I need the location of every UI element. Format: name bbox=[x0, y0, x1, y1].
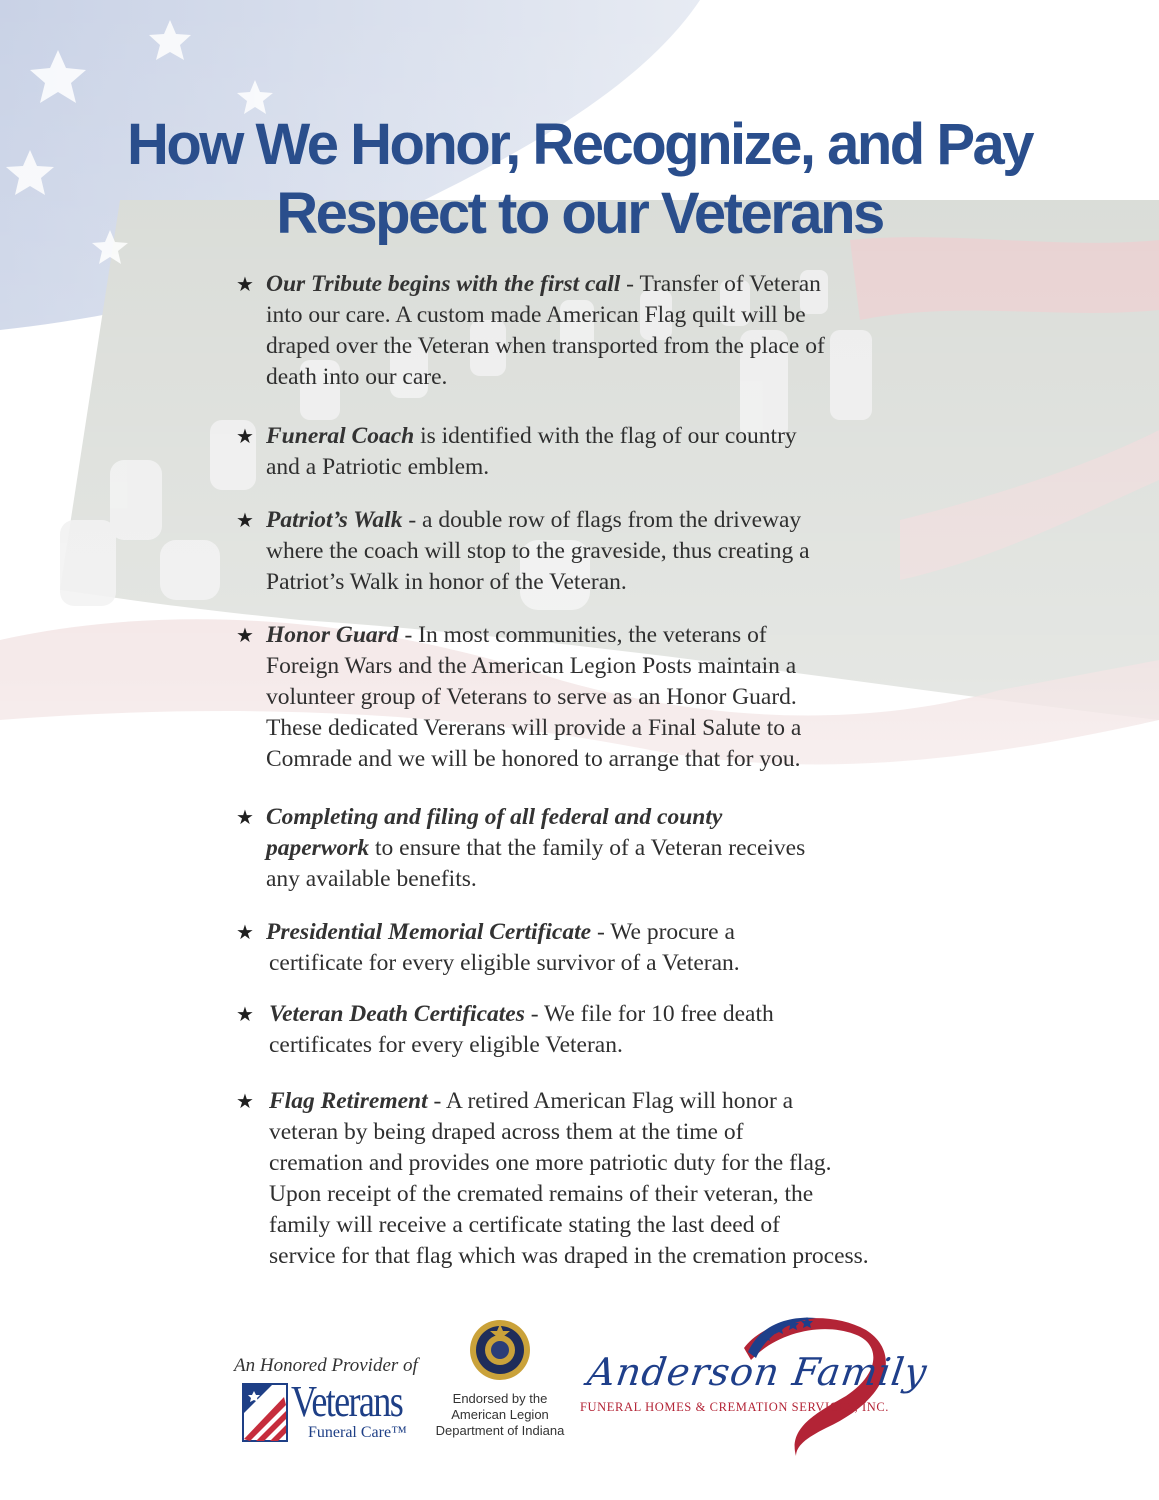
list-item bbox=[236, 999, 956, 1061]
list-item-text: Our Tribute begins with the first call - Transfer of Veteran into our care. A custom made American Flag quilt will be draped over the Veteran when transported from the place of death into our care. bbox=[266, 271, 825, 390]
list-item-text: Patriot’s Walk - a double row of flags from the driveway where the coach will stop to the graveside, thus creating a Patriot’s Walk in honor of the Veteran. bbox=[266, 507, 810, 595]
star-bullet-icon: ★ bbox=[236, 805, 254, 829]
list-item bbox=[236, 269, 956, 393]
list-item bbox=[236, 917, 956, 979]
star-bullet-icon: ★ bbox=[236, 920, 254, 944]
veterans-funeral-care-wordmark: Veterans bbox=[291, 1377, 403, 1426]
list-item bbox=[236, 421, 956, 483]
item-heading: Funeral Coach bbox=[266, 423, 415, 449]
star-bullet-icon: ★ bbox=[236, 1002, 254, 1026]
star-bullet-icon: ★ bbox=[236, 1089, 254, 1113]
page-title-line-2: Respect to our Veterans bbox=[276, 181, 883, 246]
list-item bbox=[236, 802, 956, 895]
item-heading: Honor Guard bbox=[266, 622, 399, 648]
list-item-text: Veteran Death Certificates - We file for 10 free death certificates for every eligible Veteran. bbox=[269, 1001, 774, 1058]
list-item bbox=[236, 620, 956, 775]
star-bullet-icon: ★ bbox=[236, 508, 254, 532]
list-item-text: Honor Guard - In most communities, the veterans of Foreign Wars and the American Legion Posts maintain a volunteer group of Veterans to serve as an Honor Guard. These dedicated Vererans will provide a Final Salute to a Comrade and we will be honored to arrange that for you. bbox=[266, 622, 802, 772]
veterans-funeral-care-subtitle: Funeral Care™ bbox=[308, 1424, 407, 1441]
star-bullet-icon: ★ bbox=[236, 272, 254, 296]
item-heading: Our Tribute begins with the first call bbox=[266, 271, 621, 297]
list-item bbox=[236, 1086, 956, 1272]
star-bullet-icon: ★ bbox=[236, 424, 254, 448]
item-heading: Veteran Death Certificates bbox=[269, 1001, 525, 1027]
list-item bbox=[236, 505, 956, 598]
item-heading: Flag Retirement bbox=[269, 1088, 428, 1114]
anderson-family-subtitle: FUNERAL HOMES & CREMATION SERVICES, INC. bbox=[580, 1400, 890, 1414]
item-heading: Presidential Memorial Certificate bbox=[266, 919, 592, 945]
list-item-text: Funeral Coach is identified with the flag of our country and a Patriotic emblem. bbox=[266, 423, 797, 480]
list-item-text: Completing and filing of all federal and county paperwork to ensure that the family of a Veteran receives any available benefits. bbox=[266, 804, 806, 892]
page-title-line-1: How We Honor, Recognize, and Pay bbox=[126, 112, 1033, 177]
anderson-family-wordmark: Anderson Family bbox=[584, 1350, 931, 1394]
american-legion-emblem-icon bbox=[468, 1318, 532, 1382]
list-item-text: Presidential Memorial Certificate - We procure a certificate for every eligible survivor of a Veteran. bbox=[266, 919, 740, 976]
item-heading: Completing and filing of all federal and county bbox=[266, 804, 723, 830]
list-item-text: Flag Retirement - A retired American Flag will honor a veteran by being draped across them at the time of cremation and provides one more patriotic duty for the flag. Upon receipt of the cremated remains of their veteran, the family will receive a certificate stating the last deed of service for that flag which was draped in the cremation process. bbox=[269, 1088, 869, 1269]
honored-provider-label: An Honored Provider of bbox=[234, 1355, 418, 1376]
item-heading: paperwork bbox=[266, 835, 370, 861]
legion-endorsement-text: Endorsed by the American Legion Department of Indiana bbox=[435, 1391, 565, 1438]
item-heading: Patriot’s Walk bbox=[266, 507, 403, 533]
star-bullet-icon: ★ bbox=[236, 623, 254, 647]
